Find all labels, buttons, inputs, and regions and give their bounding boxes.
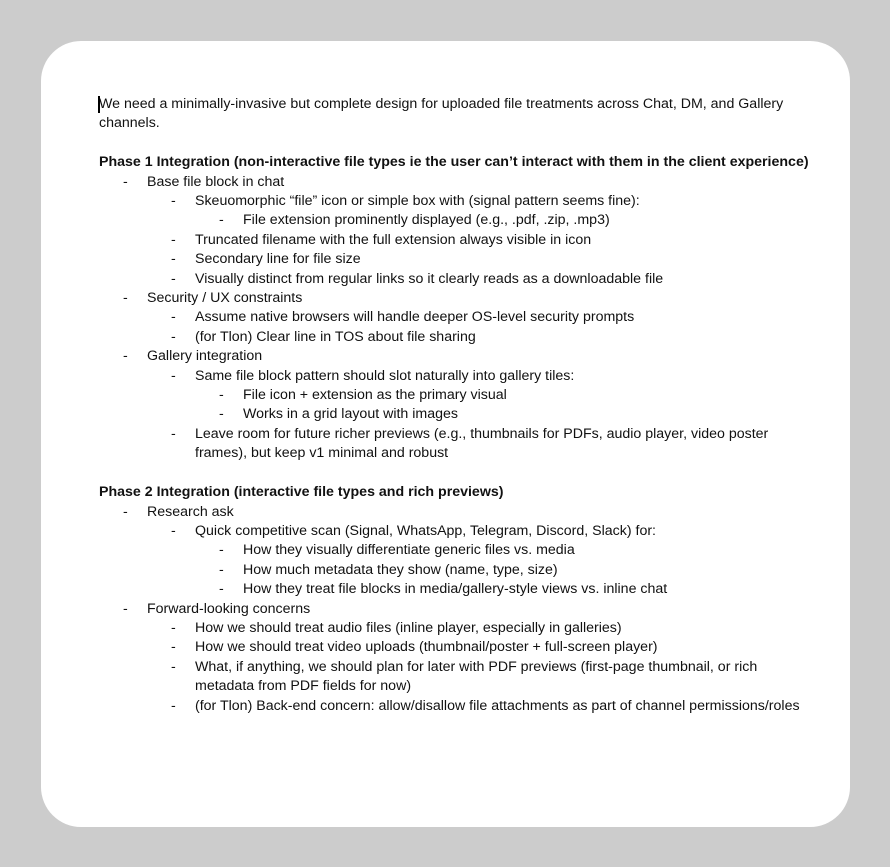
list-item-text: Quick competitive scan (Signal, WhatsApp, Telegram, Discord, Slack) for:: [195, 522, 657, 539]
text-cursor: [98, 96, 100, 113]
phase1-heading: Phase 1 Integration (non-interactive file types ie the user can’t interact with them in the client experience): [99, 154, 809, 171]
list-item-text: Leave room for future richer previews (e.g., thumbnails for PDFs, audio player, video poster frames), but keep v1 minimal and robust: [195, 425, 769, 462]
bullet-dash: -: [171, 697, 176, 714]
list-item: [99, 561, 819, 580]
bullet-dash: -: [171, 270, 176, 287]
list-item: [99, 250, 819, 269]
bullet-dash: -: [123, 348, 128, 365]
list-item: [99, 289, 819, 308]
spacer: [99, 134, 819, 153]
phase2-heading: Phase 2 Integration (interactive file types and rich previews): [99, 484, 504, 501]
bullet-dash: -: [171, 251, 176, 268]
bullet-dash: -: [171, 639, 176, 656]
bullet-dash: -: [171, 425, 176, 442]
bullet-dash: -: [171, 231, 176, 248]
document-card: [41, 41, 850, 827]
spacer: [99, 464, 819, 483]
list-item: [99, 405, 819, 424]
bullet-dash: -: [171, 193, 176, 210]
list-item: [99, 308, 819, 327]
bullet-dash: -: [171, 328, 176, 345]
document-body[interactable]: [99, 95, 819, 716]
list-item: [99, 386, 819, 405]
list-item-text: Skeuomorphic “file” icon or simple box with (signal pattern seems fine):: [195, 193, 640, 210]
phase2-list: [99, 503, 819, 716]
bullet-dash: -: [219, 561, 224, 578]
bullet-dash: -: [219, 387, 224, 404]
list-item-text: Forward-looking concerns: [147, 600, 311, 617]
list-item-text: How we should treat audio files (inline player, especially in galleries): [195, 619, 622, 636]
list-item-text: Gallery integration: [147, 348, 263, 365]
bullet-dash: -: [219, 581, 224, 598]
list-item-text: Research ask: [147, 503, 234, 520]
bullet-dash: -: [171, 522, 176, 539]
list-item-text: How we should treat video uploads (thumbnail/poster + full-screen player): [195, 639, 658, 656]
list-item: [99, 503, 819, 522]
list-item-text: File extension prominently displayed (e.g., .pdf, .zip, .mp3): [243, 212, 610, 229]
bullet-dash: -: [171, 309, 176, 326]
list-item: [99, 192, 819, 211]
list-item: [99, 347, 819, 366]
intro-text: We need a minimally-invasive but complete design for uploaded file treatments across Chat, DM, and Gallery channels.: [99, 96, 784, 132]
list-item-text: Truncated filename with the full extension always visible in icon: [195, 231, 592, 248]
list-item-text: (for Tlon) Clear line in TOS about file sharing: [195, 328, 476, 345]
intro-paragraph: [99, 95, 819, 134]
bullet-dash: -: [219, 406, 224, 423]
bullet-dash: -: [219, 542, 224, 559]
list-item: [99, 522, 819, 541]
list-item-text: What, if anything, we should plan for later with PDF previews (first-page thumbnail, or rich metadata from PDF fields for now): [195, 658, 758, 695]
bullet-dash: -: [123, 290, 128, 307]
list-item-text: Security / UX constraints: [147, 290, 303, 307]
list-item-text: Base file block in chat: [147, 173, 285, 190]
bullet-dash: -: [171, 658, 176, 675]
bullet-dash: -: [123, 173, 128, 190]
list-item: [99, 270, 819, 289]
list-item-text: Same file block pattern should slot naturally into gallery tiles:: [195, 367, 575, 384]
list-item-text: File icon + extension as the primary visual: [243, 387, 507, 404]
list-item: [99, 173, 819, 192]
list-item: [99, 658, 819, 697]
bullet-dash: -: [123, 503, 128, 520]
list-item: [99, 619, 819, 638]
list-item-text: How much metadata they show (name, type, size): [243, 561, 558, 578]
phase1-list: [99, 173, 819, 464]
bullet-dash: -: [219, 212, 224, 229]
list-item-text: How they treat file blocks in media/gallery-style views vs. inline chat: [243, 581, 668, 598]
list-item-text: Works in a grid layout with images: [243, 406, 459, 423]
list-item-text: How they visually differentiate generic files vs. media: [243, 542, 575, 559]
list-item: [99, 580, 819, 599]
list-item: [99, 541, 819, 560]
bullet-dash: -: [171, 619, 176, 636]
list-item: [99, 367, 819, 386]
list-item-text: Visually distinct from regular links so it clearly reads as a downloadable file: [195, 270, 664, 287]
bullet-dash: -: [171, 367, 176, 384]
list-item-text: (for Tlon) Back-end concern: allow/disallow file attachments as part of channel permissions/roles: [195, 697, 800, 714]
list-item: [99, 425, 819, 464]
list-item: [99, 231, 819, 250]
list-item: [99, 328, 819, 347]
list-item: [99, 697, 819, 716]
list-item-text: Secondary line for file size: [195, 251, 361, 268]
list-item: [99, 211, 819, 230]
bullet-dash: -: [123, 600, 128, 617]
list-item: [99, 600, 819, 619]
list-item: [99, 638, 819, 657]
list-item-text: Assume native browsers will handle deeper OS-level security prompts: [195, 309, 635, 326]
